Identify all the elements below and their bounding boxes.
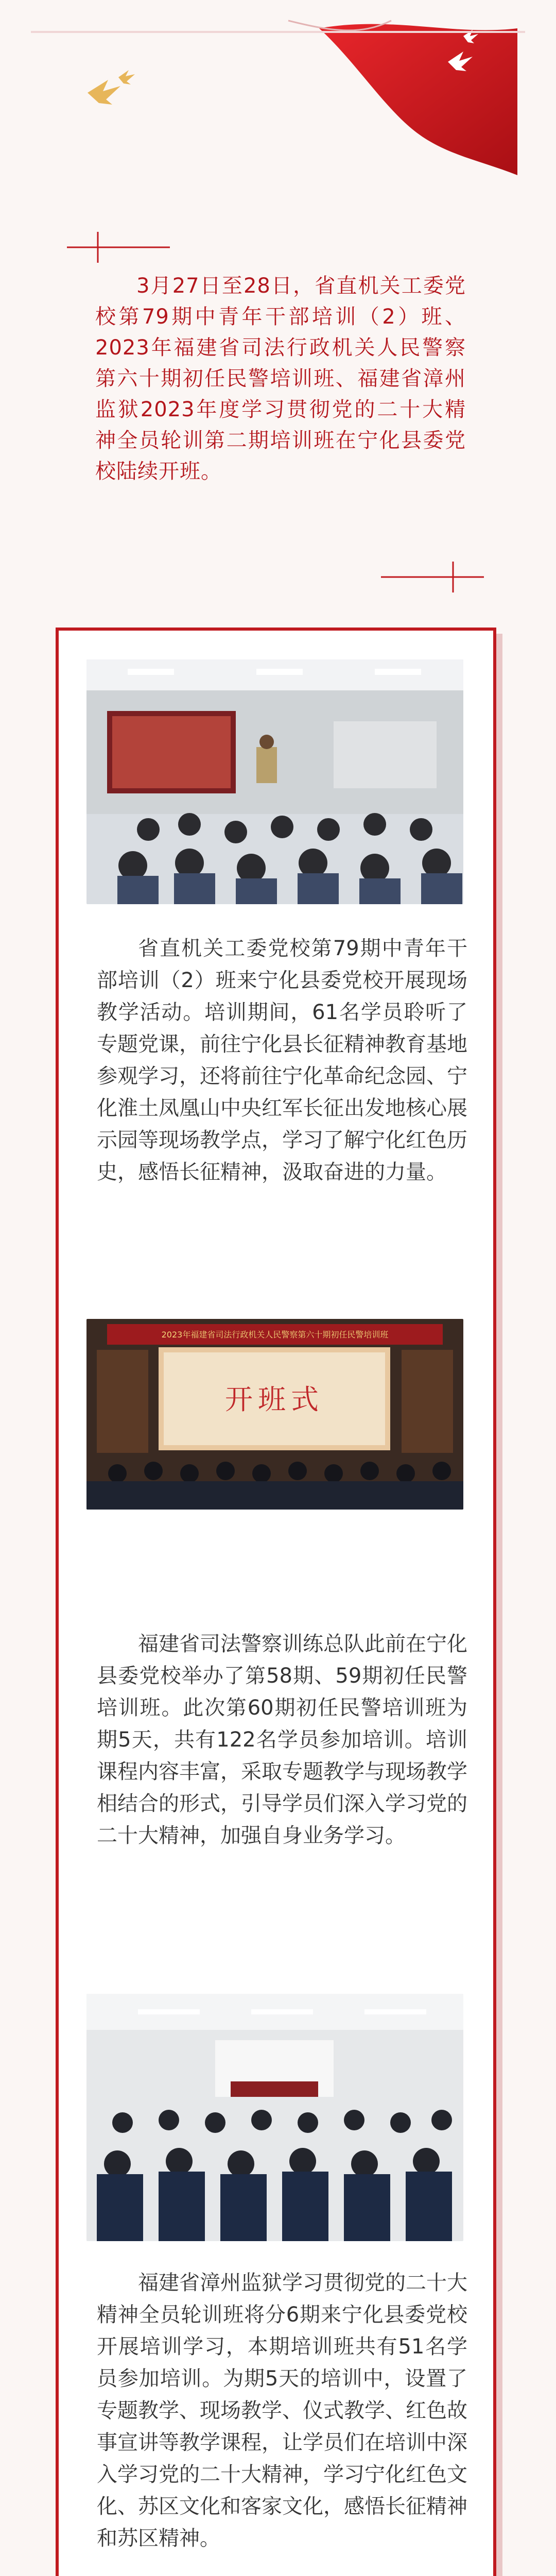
- photo-lecture: [86, 659, 463, 904]
- section-2-paragraph: 福建省司法警察训练总队此前在宁化县委党校举办了第58期、59期初任民警培训班。此次第60期初任民警培训班为期5天，共有122名学员参加培训。培训课程内容丰富，采取专题教学与现场教学相结合的形式，引导学员们深入学习党的二十大精神，加强自身业务学习。: [97, 1632, 467, 1848]
- ceremony-banner-text: 2023年福建省司法行政机关人民警察第六十期初任民警培训班: [161, 1330, 389, 1340]
- section-1-paragraph: 省直机关工委党校第79期中青年干部培训（2）班来宁化县委党校开展现场教学活动。培训期间，61名学员聆听了专题党课，前往宁化县长征精神教育基地参观学习，还将前往宁化革命纪念园、宁化淮土凤凰山中央红军长征出发地核心展示园等现场教学点，学习了解宁化红色历史，感悟长征精神，汲取奋进的力量。: [97, 937, 467, 1184]
- cross-decoration: [67, 227, 170, 268]
- cross-decoration: [381, 556, 484, 598]
- section-3-paragraph: 福建省漳州监狱学习贯彻党的二十大精神全员轮训班将分6期来宁化县委党校开展培训学习，本期培训班共有51名学员参加培训。为期5天的培训中，设置了专题教学、现场教学、仪式教学、红色故事宣讲等教学课程，让学员们在培训中深入学习党的二十大精神，学习宁化红色文化、苏区文化和客家文化，感悟长征精神和苏区精神。: [97, 2271, 467, 2550]
- header-decoration: [0, 0, 556, 196]
- ceremony-screen-text: 开班式: [225, 1383, 324, 1416]
- photo-opening-ceremony: [86, 1319, 463, 1510]
- intro-paragraph: 3月27日至28日，省直机关工委党校第79期中青年干部培训（2）班、2023年福建省司法行政机关人民警察第六十期初任民警培训班、福建省漳州监狱2023年度学习贯彻党的二十大精神全员轮训第二期培训班在宁化县委党校陆续开班。: [95, 274, 466, 483]
- photo-training-class: [86, 1994, 463, 2241]
